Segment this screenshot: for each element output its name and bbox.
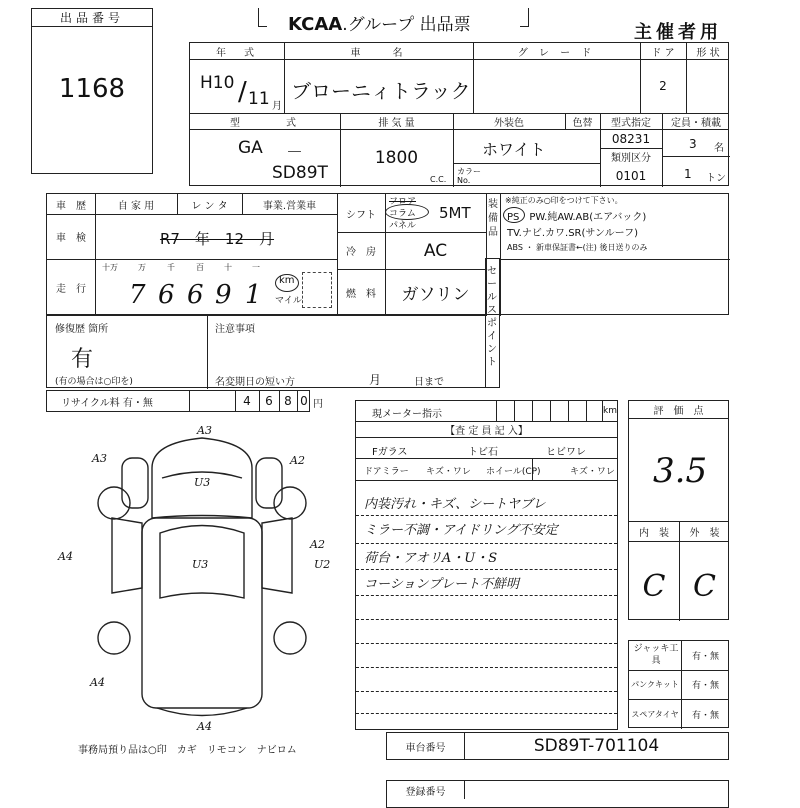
recycle-digit: 8 — [284, 394, 292, 408]
equipment-line-2: TV.ナビ.カワ.SR(サンルーフ) — [507, 228, 639, 239]
history-label: 車 歴 — [56, 200, 86, 212]
puncture-value: 有・無 — [691, 681, 719, 691]
recycle-digit: 0 — [300, 394, 308, 408]
vehicle-name: ブローニィトラック — [291, 79, 471, 103]
equipment-line-1: PS PW.純AW.AB(エアバック) — [507, 212, 647, 223]
digit-label: 一 — [252, 263, 260, 272]
diagram-mark: A4 — [197, 720, 212, 733]
model-prefix: GA — [238, 138, 263, 158]
transfer-label: 名変期日の短い方 — [215, 377, 295, 388]
recycle-digit: 6 — [265, 394, 273, 408]
rear-left-wheel — [98, 622, 130, 654]
registration-label: 登録番号 — [387, 781, 465, 799]
equipment-line-3: ABS ・ 新車保証書←(注) 後日送りのみ — [507, 243, 648, 252]
odometer-digit-labels — [102, 262, 272, 272]
column-circle — [385, 204, 429, 220]
left-door-shape — [112, 518, 142, 593]
shape-value — [686, 59, 730, 113]
lot-number-box — [31, 8, 153, 174]
color-change-label: 色替 — [572, 117, 593, 129]
office-note: 事務局預り品は○印 カギ リモコン ナビロム — [78, 745, 297, 756]
shift-label: シフト — [346, 209, 376, 221]
spare-value: 有・無 — [691, 710, 719, 721]
inspection-label: 車 検 — [56, 233, 86, 244]
repair-notes-block — [46, 315, 486, 388]
chassis-label: 車台番号 — [387, 733, 465, 759]
diagram-mark: U3 — [194, 476, 211, 489]
category-value: 0101 — [615, 168, 647, 183]
doors-value: 2 — [659, 79, 667, 93]
glass-label: Fガラス — [372, 447, 408, 458]
exterior-label: 外 装 — [689, 527, 720, 539]
diagram-mark: A2 — [290, 454, 305, 467]
inspector-box — [355, 400, 618, 730]
equipment-label: 装備品 — [488, 199, 498, 238]
recycle-box — [46, 390, 323, 412]
title-text: .グループ 出品票 — [342, 15, 471, 35]
car-damage-diagram — [52, 418, 352, 738]
jack-label: ジャッキ工具 — [633, 644, 679, 666]
sale-point-label: セールスポイント — [487, 266, 497, 368]
color-label: 外装色 — [494, 117, 524, 129]
score-value: 3.5 — [653, 451, 708, 491]
inspector-comment: コーションプレート不鮮明 — [364, 577, 519, 592]
repair-value: 有 — [71, 347, 94, 372]
digit-label: 十 — [224, 263, 232, 272]
color-no-label: カラー No. — [457, 167, 481, 185]
front-left-wheel — [98, 487, 130, 519]
recycle-label: リサイクル料 有・無 — [61, 397, 153, 409]
shift-option-column: コラム — [389, 209, 416, 219]
inspector-comment: ミラー不調・アイドリング不安定 — [364, 523, 558, 538]
score-label: 評 価 点 — [629, 401, 728, 419]
aircon-label: 冷 房 — [346, 247, 376, 258]
rear-right-wheel — [274, 622, 306, 654]
mileage-digit: 6 — [158, 280, 175, 310]
history-block — [46, 193, 729, 315]
year-label: 年 式 — [216, 47, 258, 59]
interior-label: 内 装 — [639, 527, 669, 539]
fuel-label: 燃 料 — [346, 289, 376, 300]
color-value: ホワイト — [482, 140, 546, 159]
private-use-option: 自 家 用 — [117, 200, 155, 212]
grading-box — [628, 400, 729, 620]
shape-label: 形 状 — [696, 47, 720, 59]
vehicle-table — [189, 42, 729, 186]
model-code: SD89T — [272, 163, 328, 183]
name-label: 車 名 — [350, 47, 407, 59]
grade-label: グ レ ー ド — [517, 47, 596, 59]
diagram-mark: A2 — [310, 538, 325, 551]
fuel-value: ガソリン — [401, 285, 470, 305]
recycle-digit: 4 — [243, 394, 251, 408]
shift-option-floor: フロア — [389, 197, 417, 207]
transfer-day: 日まで — [414, 377, 444, 388]
rental-option: レ ン タ — [191, 200, 228, 212]
organizer-label: 主催者用 — [634, 22, 722, 43]
year-month: 11 — [248, 89, 270, 109]
jack-value: 有・無 — [691, 652, 719, 662]
model-label: 型 式 — [230, 117, 300, 129]
mileage-digit: 9 — [215, 280, 232, 310]
header-corner-left — [258, 8, 267, 27]
year-era: H10 — [200, 73, 235, 93]
wheel-label: ホイール(CP) — [486, 467, 541, 477]
mileage-digit: 1 — [245, 280, 262, 310]
inspector-comment: 内装汚れ・キズ、シートヤブレ — [364, 497, 546, 512]
stone-label: トビ石 — [468, 447, 498, 458]
category-label: 類別区分 — [611, 152, 651, 164]
front-right-wheel — [274, 487, 306, 519]
right-mirror-shape — [256, 458, 282, 508]
diagram-mark: U3 — [192, 558, 209, 571]
load-value: 1 — [684, 167, 692, 181]
rear-bumper-shape — [157, 708, 247, 716]
type-designation-label: 型式指定 — [611, 117, 651, 129]
inspector-title: 【査 定 員 記 入】 — [445, 425, 528, 437]
load-unit: トン — [706, 173, 726, 184]
inspector-comment: 荷台・アオリA・U・S — [364, 551, 498, 566]
wheel-items: キズ・ワレ — [570, 467, 615, 477]
month-unit: 月 — [272, 101, 282, 112]
digit-label: 十万 — [102, 263, 118, 272]
displacement-value: 1800 — [374, 148, 419, 168]
year-slash: / — [238, 77, 247, 107]
mileage-digit: 7 — [129, 280, 146, 310]
interior-grade: C — [642, 568, 666, 604]
spare-label: スペアタイヤ — [631, 709, 679, 719]
transfer-month: 月 — [369, 373, 382, 387]
type-designation-value: 08231 — [611, 131, 651, 146]
digit-label: 万 — [138, 263, 146, 272]
diagram-mark: A4 — [90, 676, 105, 689]
shift-option-panel: パネル — [389, 221, 417, 231]
mileage-label: 走 行 — [56, 284, 86, 295]
diagram-mark: A4 — [58, 550, 73, 563]
doors-label: ド ア — [651, 47, 675, 59]
meter-unit: km — [603, 406, 617, 416]
digit-label: 百 — [196, 263, 204, 272]
right-door-shape — [262, 518, 292, 593]
meter-label: 現メーター指示 — [372, 409, 442, 420]
sale-point-box — [485, 258, 500, 388]
mileage-digit: 6 — [187, 280, 204, 310]
page-title — [288, 10, 471, 35]
capacity-label: 定員・積載 — [671, 117, 721, 129]
diagram-mark: A3 — [92, 452, 107, 465]
left-mirror-shape — [122, 458, 148, 508]
digit-label: 千 — [167, 263, 175, 272]
exterior-grade: C — [693, 568, 716, 604]
mile-box — [302, 272, 332, 308]
lot-number: 1168 — [58, 74, 126, 104]
aircon-value: AC — [423, 240, 448, 261]
recycle-unit: 円 — [313, 399, 323, 410]
repair-note: (有の場合は○印を) — [55, 377, 133, 387]
km-label: km — [279, 275, 295, 286]
puncture-label: パンクキット — [631, 680, 679, 689]
capacity-unit: 名 — [714, 143, 724, 154]
lot-number-label: 出品番号 — [32, 9, 152, 27]
crack-label: ヒビワレ — [546, 447, 586, 458]
chassis-box — [386, 732, 729, 760]
header-corner-right — [520, 8, 529, 27]
mile-label: マイル — [275, 296, 302, 306]
registration-box — [386, 780, 729, 808]
chassis-value: SD89T-701104 — [533, 736, 660, 756]
displacement-label: 排 気 量 — [378, 117, 415, 129]
diagram-mark: A3 — [197, 424, 212, 437]
mirror-label: ドアミラー — [364, 467, 409, 477]
model-dash: － — [286, 143, 303, 163]
equipment-note: ※純正のみ○印をつけて下さい。 — [505, 196, 623, 205]
equipment-check-box — [628, 640, 729, 728]
repair-label: 修復歴 箇所 — [55, 324, 109, 335]
shift-value: 5MT — [439, 204, 471, 222]
business-option: 事業.営業車 — [262, 200, 317, 212]
inspection-value: R7 年 12 月 — [159, 229, 275, 248]
notes-label: 注意事項 — [215, 324, 255, 335]
cc-unit: C.C. — [430, 175, 447, 184]
brand-logo: KCAA — [288, 14, 343, 35]
diagram-mark: U2 — [314, 558, 331, 571]
capacity-value: 3 — [689, 137, 697, 151]
mirror-items: キズ・ワレ — [426, 467, 471, 477]
